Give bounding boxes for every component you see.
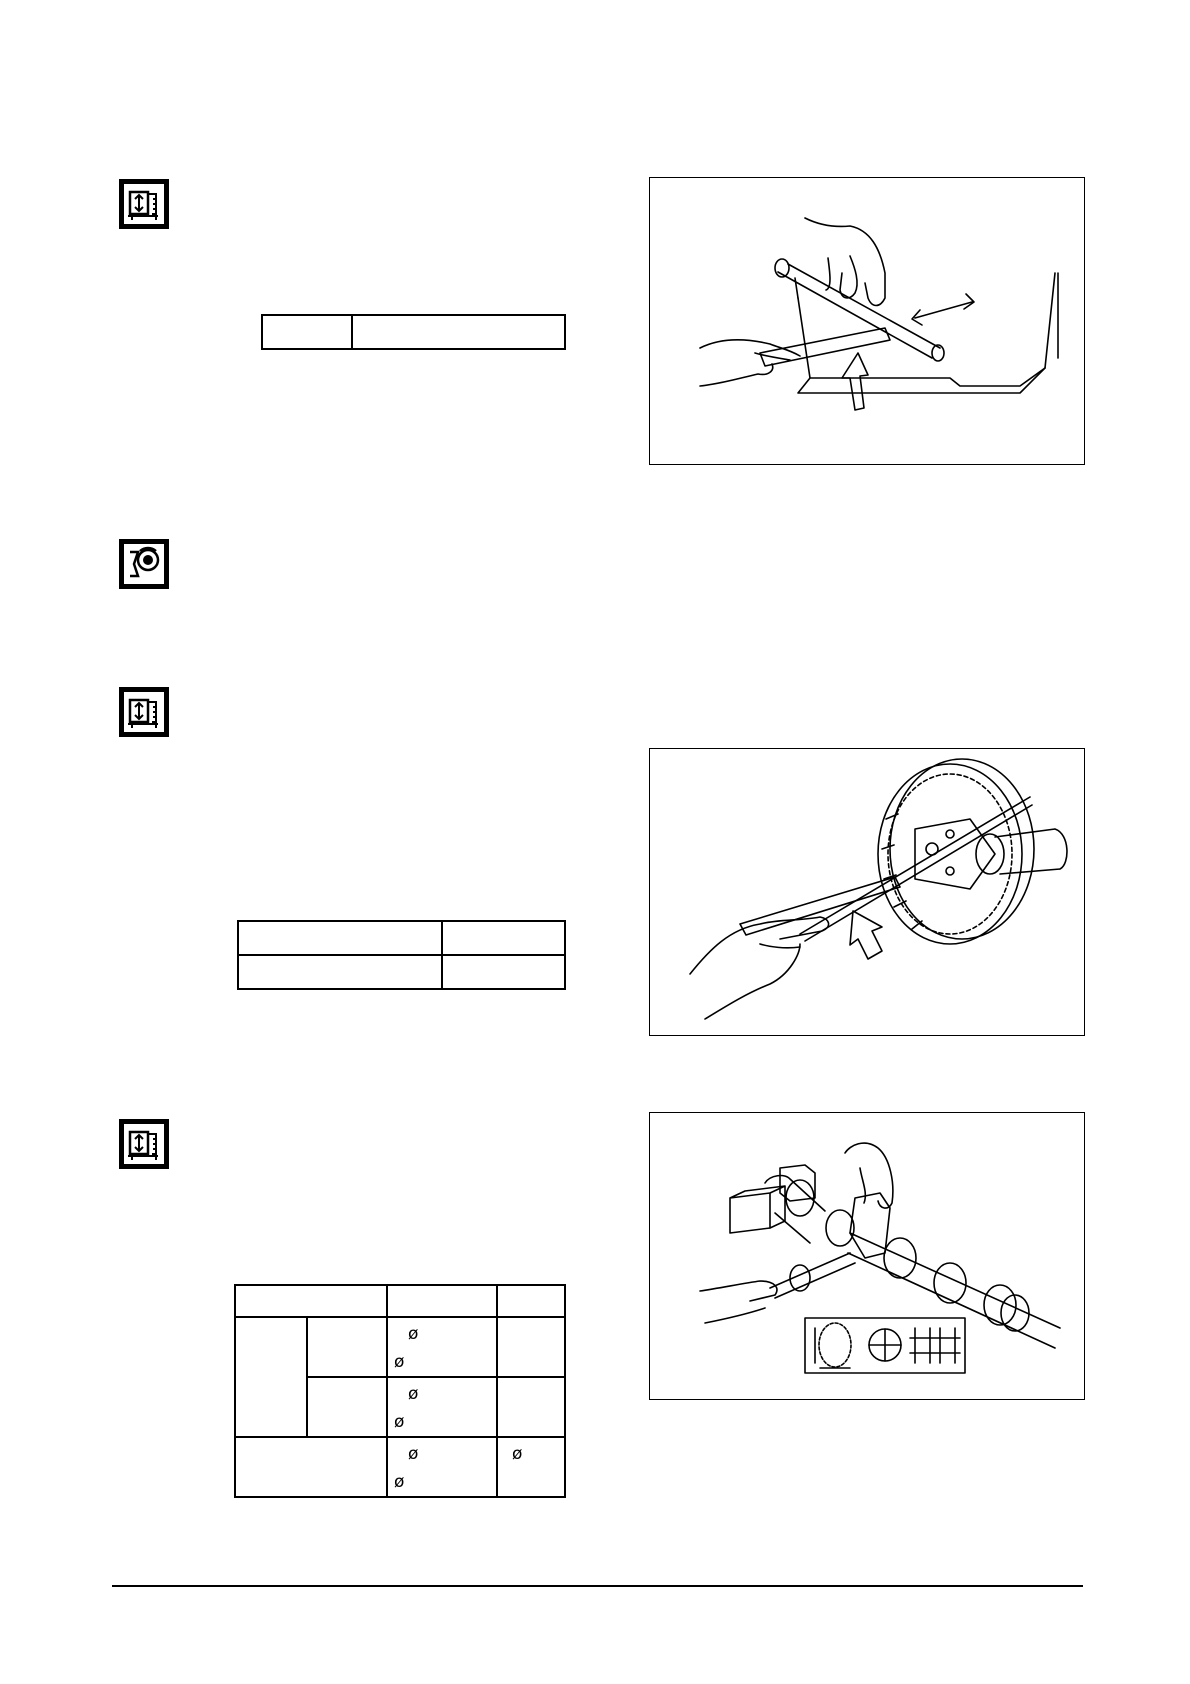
table-cell — [387, 1437, 497, 1497]
diameter-symbol: ø — [512, 1444, 523, 1464]
table-cell — [442, 955, 565, 989]
table-cell — [497, 1377, 565, 1437]
table-cell — [497, 1437, 565, 1497]
table-cell — [387, 1317, 497, 1377]
table-cell — [352, 315, 565, 349]
table-cell — [235, 1317, 307, 1437]
table-cell — [238, 921, 442, 955]
table-cell — [235, 1285, 387, 1317]
spec-table-2 — [237, 920, 566, 990]
figure-straightedge-check — [649, 177, 1085, 465]
measuring-caliper-icon — [118, 686, 170, 738]
table-cell — [235, 1437, 387, 1497]
inspection-gauge-icon — [118, 538, 170, 590]
measuring-caliper-icon — [118, 1118, 170, 1170]
table-cell — [497, 1317, 565, 1377]
figure-gear-runout-check — [649, 748, 1085, 1036]
measuring-caliper-icon — [118, 178, 170, 230]
spec-table-1 — [261, 314, 566, 350]
table-cell — [262, 315, 352, 349]
table-cell — [497, 1285, 565, 1317]
table-cell — [387, 1285, 497, 1317]
diameter-symbol: ø — [394, 1472, 405, 1492]
diameter-symbol: ø — [408, 1384, 419, 1404]
figure-camshaft-measure — [649, 1112, 1085, 1400]
table-cell — [307, 1317, 387, 1377]
table-cell — [238, 955, 442, 989]
spec-table-3 — [234, 1284, 566, 1498]
table-cell — [442, 921, 565, 955]
diameter-symbol: ø — [408, 1324, 419, 1344]
table-cell — [387, 1377, 497, 1437]
diameter-symbol: ø — [394, 1412, 405, 1432]
diameter-symbol: ø — [394, 1352, 405, 1372]
table-cell — [307, 1377, 387, 1437]
footer-divider — [112, 1585, 1083, 1587]
diameter-symbol: ø — [408, 1444, 419, 1464]
